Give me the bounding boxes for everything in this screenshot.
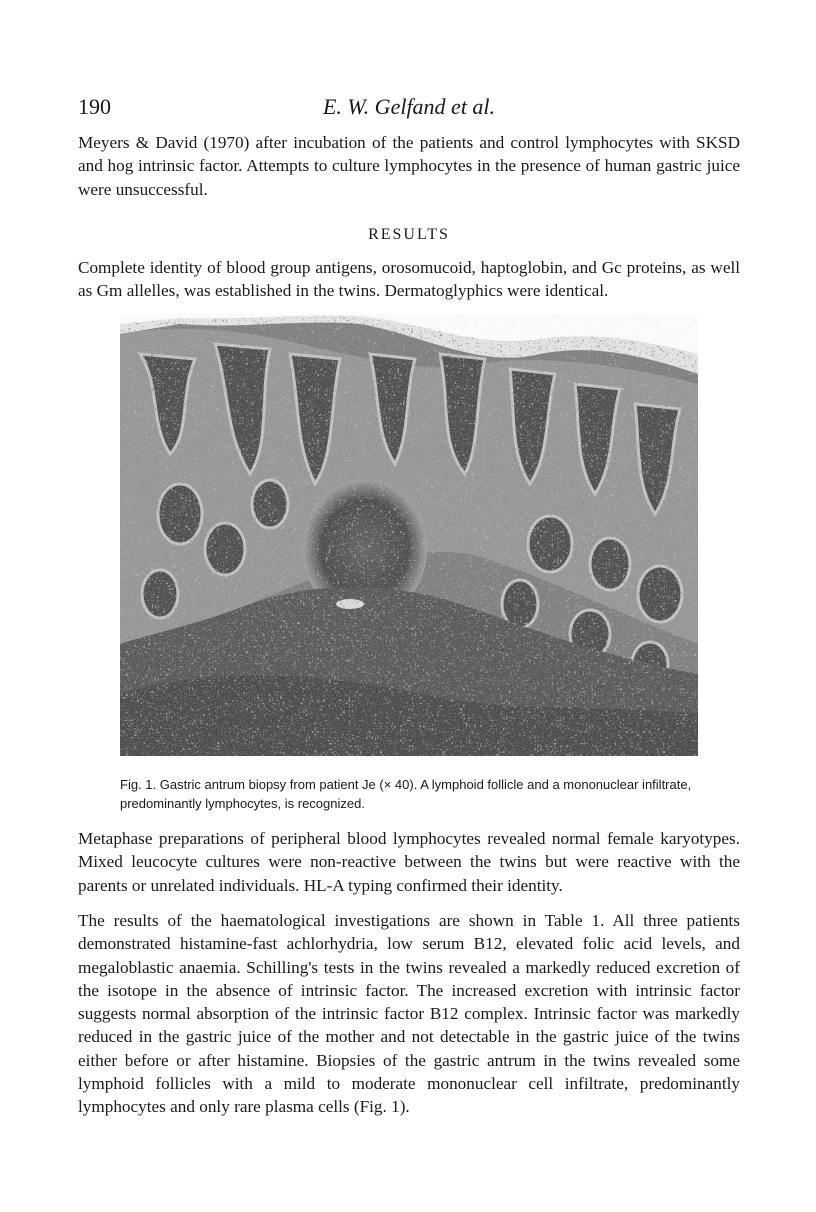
- intro-paragraph: Meyers & David (1970) after incubation of the patients and control lymphocytes with SKSD and hog intrinsic factor. Attempts to culture lymphocytes in the presence of human gastric juice were unsuccessful.: [78, 133, 740, 199]
- section-heading-results: RESULTS: [368, 226, 450, 243]
- results-paragraph: Complete identity of blood group antigens, orosomucoid, haptoglobin, and Gc proteins, as well as Gm allelles, was established in the twins. Dermatoglyphics were identical.: [78, 258, 740, 301]
- figure-caption: Fig. 1. Gastric antrum biopsy from patient Je (× 40). A lymphoid follicle and a mononuclear infiltrate, predominantly lymphocytes, is recognized.: [120, 777, 692, 811]
- metaphase-paragraph: Metaphase preparations of peripheral blood lymphocytes revealed normal female karyotypes. Mixed leucocyte cultures were non-reactive between the twins but were reactive with the parents or unrelated individuals. HL-A typing confirmed their identity.: [78, 829, 740, 895]
- running-head: E. W. Gelfand et al.: [322, 94, 496, 119]
- haematology-paragraph: The results of the haematological investigations are shown in Table 1. All three patients demonstrated histamine-fast achlorhydria, low serum B12, elevated folic acid levels, and megaloblastic anaemia. Schilling's tests in the twins revealed a markedly reduced excretion of the isotope in the absence of intrinsic factor. The increased excretion with intrinsic factor suggests normal absorption of the intrinsic factor B12 complex. Intrinsic factor was markedly reduced in the gastric juice of the mother and not detectable in the gastric juice of the twins either before or after histamine. Biopsies of the gastric antrum in the twins revealed some lymphoid follicles with a mild to moderate mononuclear cell infiltrate, predominantly lymphocytes and only rare plasma cells (Fig. 1).: [78, 911, 740, 1117]
- micrograph-image: [120, 314, 698, 756]
- page-number: 190: [78, 94, 111, 119]
- figure-micrograph: [120, 314, 698, 756]
- page-header: [78, 94, 740, 124]
